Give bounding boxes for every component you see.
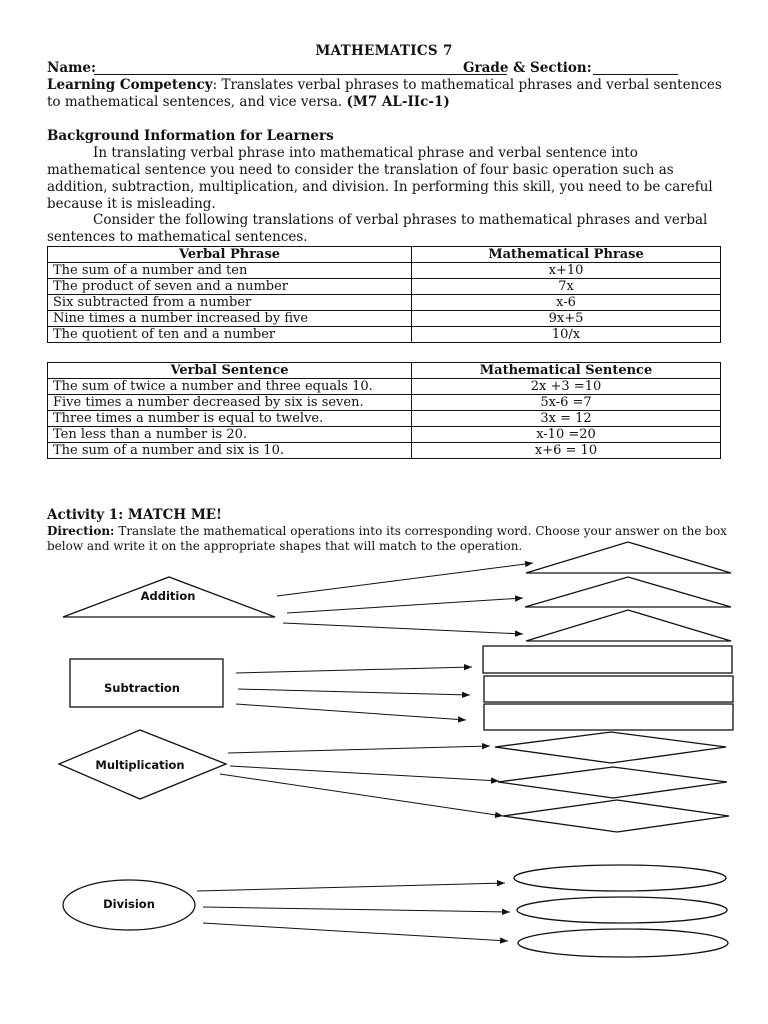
- table-cell: Five times a number decreased by six is seven.: [48, 395, 412, 411]
- table-cell: Nine times a number increased by five: [48, 311, 412, 327]
- table-header: Mathematical Sentence: [412, 363, 721, 379]
- table-cell: The sum of a number and six is 10.: [48, 443, 412, 459]
- division-answer-ellipse[interactable]: [518, 929, 728, 957]
- table-cell: The product of seven and a number: [48, 279, 412, 295]
- arrow: [277, 563, 533, 596]
- table-cell: 3x = 12: [412, 411, 721, 427]
- table-cell: Three times a number is equal to twelve.: [48, 411, 412, 427]
- background-heading: Background Information for Learners: [47, 128, 334, 144]
- competency-text: : Translates verbal phrases to mathematical phrases and verbal sentences to mathematical sentences, and vice versa.: [47, 77, 722, 110]
- arrow: [228, 746, 490, 753]
- multiplication-label: Multiplication: [95, 758, 185, 772]
- table-cell: x+10: [412, 263, 721, 279]
- addition-answer-triangle[interactable]: [526, 542, 731, 573]
- table-cell: The sum of a number and ten: [48, 263, 412, 279]
- arrow: [230, 766, 499, 781]
- table-cell: 7x: [412, 279, 721, 295]
- subtraction-answer-rectangle[interactable]: [483, 646, 732, 673]
- table-header: Verbal Phrase: [48, 247, 412, 263]
- subtraction-answer-rectangle[interactable]: [484, 704, 733, 730]
- grade-section-label: Grade & Section:: [463, 60, 592, 76]
- page-title: MATHEMATICS 7: [315, 43, 453, 59]
- table-cell: Six subtracted from a number: [48, 295, 412, 311]
- arrow: [283, 623, 523, 634]
- addition-label: Addition: [140, 589, 196, 603]
- table-cell: x-10 =20: [412, 427, 721, 443]
- table-cell: 2x +3 =10: [412, 379, 721, 395]
- table-cell: The quotient of ten and a number: [48, 327, 412, 343]
- arrow: [203, 907, 510, 912]
- multiplication-answer-diamond[interactable]: [495, 732, 726, 763]
- table-cell: 5x-6 =7: [412, 395, 721, 411]
- table-cell: Ten less than a number is 20.: [48, 427, 412, 443]
- competency-code: (M7 AL-IIc-1): [346, 94, 450, 110]
- arrow: [236, 667, 472, 673]
- division-label: Division: [103, 897, 155, 911]
- direction-text: Translate the mathematical operations into its corresponding word. Choose your answer on the box below and write it on the appropriate shapes that will match to the operation.: [47, 524, 727, 553]
- table-cell: x-6: [412, 295, 721, 311]
- division-answer-ellipse[interactable]: [517, 897, 727, 923]
- addition-answer-triangle[interactable]: [526, 610, 731, 641]
- table-header: Verbal Sentence: [48, 363, 412, 379]
- arrow: [203, 923, 508, 941]
- direction-label: Direction:: [47, 524, 115, 538]
- table-header: Mathematical Phrase: [412, 247, 721, 263]
- table-cell: 9x+5: [412, 311, 721, 327]
- competency-label: Learning Competency: [47, 77, 213, 93]
- arrow: [236, 704, 466, 720]
- table-cell: x+6 = 10: [412, 443, 721, 459]
- arrow: [220, 774, 503, 816]
- addition-answer-triangle[interactable]: [525, 577, 731, 607]
- division-answer-ellipse[interactable]: [514, 865, 726, 891]
- arrow: [238, 689, 470, 695]
- name-label: Name:: [47, 60, 96, 76]
- background-paragraph-1: In translating verbal phrase into mathematical phrase and verbal sentence into mathematical sentence you need to consider the translation of four basic operation such as addition, subtraction, multiplication, and division. In performing this skill, you need to be careful because it is misleading.: [47, 145, 713, 212]
- arrow: [287, 598, 523, 613]
- multiplication-answer-diamond[interactable]: [503, 800, 729, 832]
- subtraction-answer-rectangle[interactable]: [484, 676, 733, 702]
- arrow: [197, 883, 505, 891]
- table-cell: 10/x: [412, 327, 721, 343]
- background-paragraph-2: Consider the following translations of verbal phrases to mathematical phrases and verbal sentences to mathematical sentences.: [47, 212, 708, 245]
- multiplication-answer-diamond[interactable]: [498, 767, 727, 798]
- activity-title: Activity 1: MATCH ME!: [47, 507, 222, 523]
- subtraction-label: Subtraction: [104, 681, 180, 695]
- table-cell: The sum of twice a number and three equals 10.: [48, 379, 412, 395]
